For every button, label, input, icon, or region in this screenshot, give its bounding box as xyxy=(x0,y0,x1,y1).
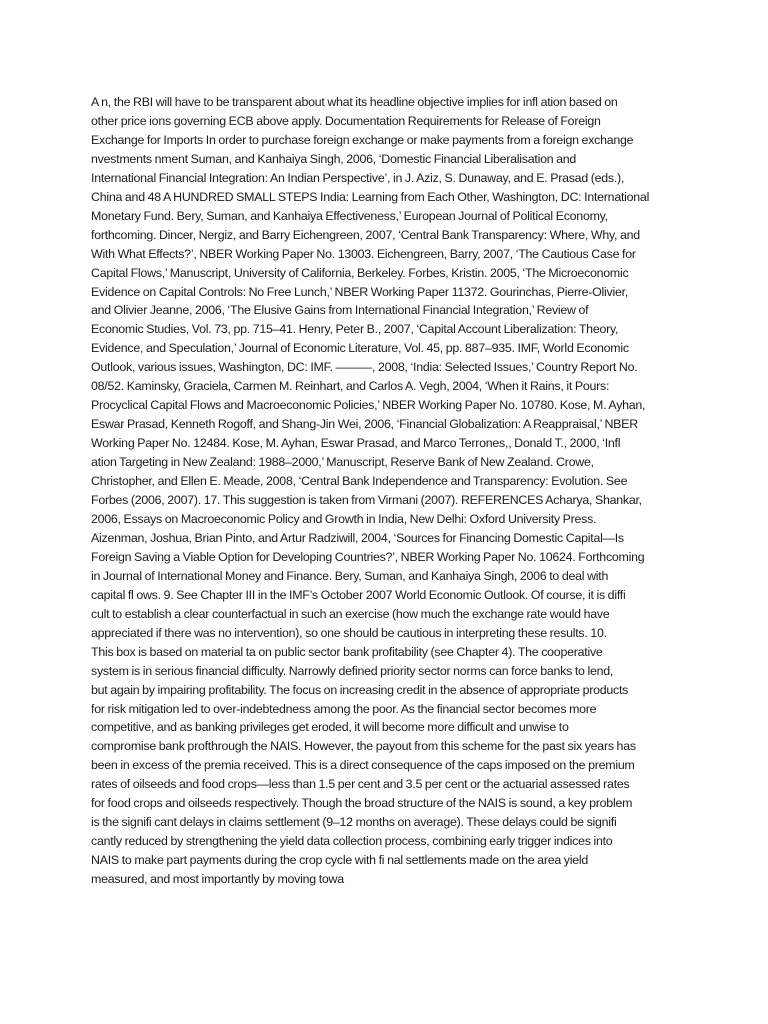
text-line: but again by impairing profitability. The focus on increasing credit in the absence of appropriate products xyxy=(91,682,629,697)
text-line: cult to establish a clear counterfactual in such an exercise (how much the exchange rate would have xyxy=(91,606,610,621)
text-line: Evidence on Capital Controls: No Free Lunch,’ NBER Working Paper 11372. Gourinchas, Pierre-Olivier, xyxy=(91,284,629,299)
text-line: system is in serious financial difficulty. Narrowly defined priority sector norms can force banks to lend, xyxy=(91,663,614,678)
text-line: A n, the RBI will have to be transparent about what its headline objective implies for infl ation based on xyxy=(91,95,618,109)
text-line: Capital Flows,’ Manuscript, University of California, Berkeley. Forbes, Kristin. 2005, ‘The Microeconomic xyxy=(91,265,629,280)
text-line: NAIS to make part payments during the crop cycle with fi nal settlements made on the area yield xyxy=(91,853,589,868)
text-line: for risk mitigation led to over-indebtedness among the poor. As the financial sector becomes more xyxy=(91,701,597,716)
text-line: compromise bank profthrough the NAIS. However, the payout from this scheme for the past six years has xyxy=(91,739,636,754)
text-line: measured, and most importantly by moving towa xyxy=(91,872,344,887)
text-line: Evidence, and Speculation,’ Journal of Economic Literature, Vol. 45, pp. 887–935. IMF, World Economic xyxy=(91,341,629,356)
text-line: This box is based on material ta on public sector bank profitability (see Chapter 4). The cooperative xyxy=(91,644,603,659)
text-line: cantly reduced by strengthening the yield data collection process, combining early trigger indices into xyxy=(91,834,613,849)
text-line: Exchange for Imports In order to purchase foreign exchange or make payments from a foreign exchange xyxy=(91,132,634,147)
text-line: Aizenman, Joshua, Brian Pinto, and Artur Radziwill, 2004, ‘Sources for Financing Domestic Capital—Is xyxy=(91,530,624,545)
text-line: ation Targeting in New Zealand: 1988–2000,’ Manuscript, Reserve Bank of New Zealand. Crowe, xyxy=(91,455,594,470)
text-line: Christopher, and Ellen E. Meade, 2008, ‘Central Bank Independence and Transparency: Evolution. See xyxy=(91,474,628,489)
text-line: Outlook, various issues, Washington, DC: IMF. ———, 2008, ‘India: Selected Issues,’ Country Report No. xyxy=(91,360,638,375)
text-line: With What Effects?’, NBER Working Paper No. 13003. Eichengreen, Barry, 2007, ‘The Cautious Case for xyxy=(91,246,636,261)
text-line: in Journal of International Money and Finance. Bery, Suman, and Kanhaiya Singh, 2006 to deal with xyxy=(91,568,609,583)
text-line: is the signifi cant delays in claims settlement (9–12 months on average). These delays could be signifi xyxy=(91,815,617,830)
text-line: 2006, Essays on Macroeconomic Policy and Growth in India, New Delhi: Oxford University Press. xyxy=(91,511,597,526)
text-line: Working Paper No. 12484. Kose, M. Ayhan, Eswar Prasad, and Marco Terrones,, Donald T., 2000, ‘Infl xyxy=(91,436,621,451)
text-line: Forbes (2006, 2007). 17. This suggestion is taken from Virmani (2007). REFERENCES Acharya, Shankar, xyxy=(91,493,642,508)
text-line: Procyclical Capital Flows and Macroeconomic Policies,’ NBER Working Paper No. 10780. Kose, M. Ayhan, xyxy=(91,398,646,413)
text-line: forthcoming. Dincer, Nergiz, and Barry Eichengreen, 2007, ‘Central Bank Transparency: Where, Why, and xyxy=(91,227,640,242)
text-line: China and 48 A HUNDRED SMALL STEPS India: Learning from Each Other, Washington, DC: International xyxy=(91,189,650,204)
text-line: other price ions governing ECB above apply. Documentation Requirements for Release of Foreign xyxy=(91,113,601,128)
text-line: 08/52. Kaminsky, Graciela, Carmen M. Reinhart, and Carlos A. Vegh, 2004, ‘When it Rains, it Pours: xyxy=(91,379,610,394)
text-line: capital fl ows. 9. See Chapter III in the IMF’s October 2007 World Economic Outlook. Of course, it is diffi xyxy=(91,587,626,602)
text-line: Foreign Saving a Viable Option for Developing Countries?’, NBER Working Paper No. 10624. Forthcoming xyxy=(91,549,645,564)
text-line: Eswar Prasad, Kenneth Rogoff, and Shang-Jin Wei, 2006, ‘Financial Globalization: A Reappraisal,’ NBER xyxy=(91,417,638,432)
text-line: appreciated if there was no intervention), so one should be cautious in interpreting these results. 10. xyxy=(91,625,607,640)
body-text xyxy=(91,93,683,889)
text-line: competitive, and as banking privileges get eroded, it will become more difficult and unwise to xyxy=(91,720,569,735)
text-line: rates of oilseeds and food crops—less than 1.5 per cent and 3.5 per cent or the actuarial assessed rates xyxy=(91,777,630,792)
text-line: International Financial Integration: An Indian Perspective’, in J. Aziz, S. Dunaway, and E. Prasad (eds.), xyxy=(91,170,625,185)
text-line: been in excess of the premia received. This is a direct consequence of the caps imposed on the premium xyxy=(91,758,635,773)
text-line: for food crops and oilseeds respectively. Though the broad structure of the NAIS is sound, a key problem xyxy=(91,796,633,811)
text-line: and Olivier Jeanne, 2006, ‘The Elusive Gains from International Financial Integration,’ Review of xyxy=(91,303,589,318)
text-line: nvestments nment Suman, and Kanhaiya Singh, 2006, ‘Domestic Financial Liberalisation and xyxy=(91,151,577,166)
text-line: Economic Studies, Vol. 73, pp. 715–41. Henry, Peter B., 2007, ‘Capital Account Liberalization: Theory, xyxy=(91,322,619,337)
text-line: Monetary Fund. Bery, Suman, and Kanhaiya Effectiveness,’ European Journal of Political Economy, xyxy=(91,208,608,223)
